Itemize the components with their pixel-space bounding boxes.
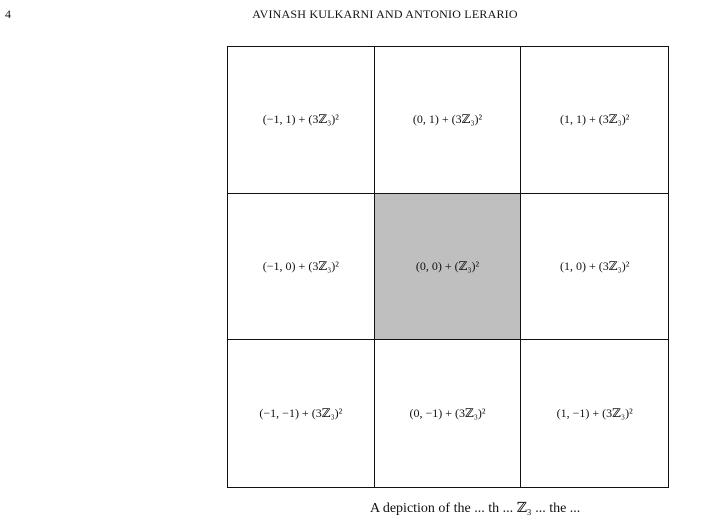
grid-cell-1-neg1: (1, −1) + (3ℤ₃)² (556, 406, 633, 421)
grid-cell-0-0-shaded: (0, 0) + (ℤ₃)² (375, 194, 522, 341)
page-number: 4 (5, 7, 11, 21)
running-header: AVINASH KULKARNI AND ANTONIO LERARIO (252, 7, 518, 21)
grid-cell-1-0: (1, 0) + (3ℤ₃)² (521, 194, 668, 341)
grid-cell-neg1-0: (−1, 0) + (3ℤ₃)² (228, 194, 375, 341)
grid-cell-0-1: (0, 1) + (3ℤ₃)² (375, 47, 522, 194)
residue-grid-figure (227, 46, 669, 488)
grid-cell-0-neg1: (0, −1) + (3ℤ₃)² (375, 340, 522, 487)
grid-cell-neg1-1: (−1, 1) + (3ℤ₃)² (228, 47, 375, 194)
figure-caption-fragment: A depiction of the ... th ... ℤ₃ ... the ... (370, 501, 581, 516)
grid-cell-neg1-neg1: (−1, −1) + (3ℤ₃)² (228, 340, 375, 487)
grid-cell-1-1: (1, 1) + (3ℤ₃)² (521, 47, 668, 194)
